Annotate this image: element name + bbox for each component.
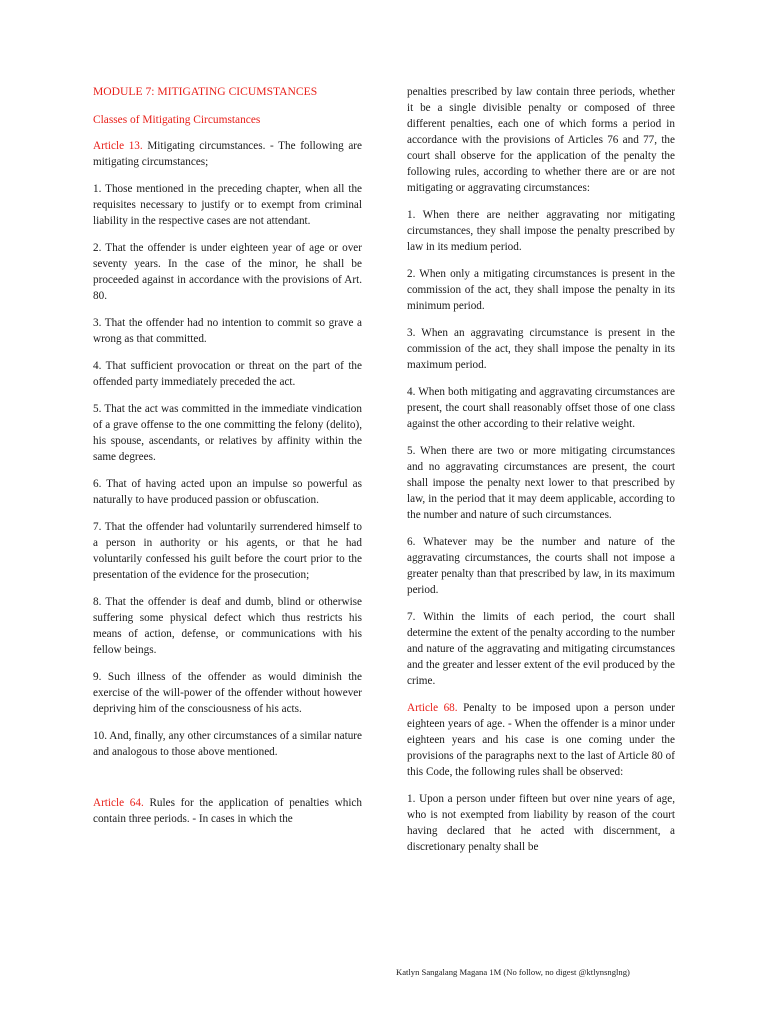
list-item: 9. Such illness of the offender as would diminish the exercise of the will-power of the offender without however depriving him of the consciousness of his acts. bbox=[93, 671, 362, 715]
list-item: 6. That of having acted upon an impulse so powerful as naturally to have produced passion or obfuscation. bbox=[93, 478, 362, 506]
article-13-text: Mitigating circumstances. - The following are mitigating circumstances; bbox=[93, 140, 362, 168]
list-item: 1. Those mentioned in the preceding chapter, when all the requisites necessary to justify or to exempt from criminal liability in the respective cases are not attendant. bbox=[93, 183, 362, 227]
list-item: 2. That the offender is under eighteen year of age or over seventy years. In the case of the minor, he shall be proceeded against in accordance with the provisions of Art. 80. bbox=[93, 242, 362, 302]
article-68-paragraph bbox=[407, 700, 675, 780]
list-item: 5. That the act was committed in the immediate vindication of a grave offense to the one committing the felony (delito), his spouse, ascendants, or relatives by affinity within the same degrees. bbox=[93, 403, 362, 463]
list-item: 1. When there are neither aggravating nor mitigating circumstances, they shall impose the penalty prescribed by law in its medium period. bbox=[407, 209, 675, 253]
list-item: 5. When there are two or more mitigating circumstances and no aggravating circumstances are present, the court shall impose the penalty next lower to that prescribed by law, in the period that it may deem applicable, according to the number and nature of such circumstances. bbox=[407, 445, 675, 521]
list-item: 6. Whatever may be the number and nature of the aggravating circumstances, the courts shall not impose a greater penalty than that prescribed by law, in its maximum period. bbox=[407, 536, 675, 596]
spacer bbox=[93, 771, 362, 795]
page-footer: Katlyn Sangalang Magana 1M (No follow, no digest @ktlynsnglng) bbox=[396, 967, 630, 977]
article-64-label: Article 64. bbox=[93, 797, 144, 809]
module-title: MODULE 7: MITIGATING CICUMSTANCES bbox=[93, 85, 318, 98]
section-title: Classes of Mitigating Circumstances bbox=[93, 114, 261, 126]
article-68-label: Article 68. bbox=[407, 702, 458, 714]
list-item: 7. That the offender had voluntarily surrendered himself to a person in authority or his agents, or that he had voluntarily confessed his guilt before the court prior to the presentation of the evidence for the prosecution; bbox=[93, 521, 362, 581]
left-column bbox=[93, 84, 362, 838]
list-item: 7. Within the limits of each period, the court shall determine the extent of the penalty according to the number and nature of the aggravating and mitigating circumstances and the greater and lesser extent of the evil produced by the crime. bbox=[407, 611, 675, 687]
right-column bbox=[407, 84, 675, 866]
list-item: 2. When only a mitigating circumstances is present in the commission of the act, they shall impose the penalty in its minimum period. bbox=[407, 268, 675, 312]
article-13-paragraph bbox=[93, 138, 362, 170]
list-item: 1. Upon a person under fifteen but over nine years of age, who is not exempted from liability by reason of the court having declared that he acted with discernment, a discretionary penalty shall be bbox=[407, 793, 675, 853]
list-item: 3. That the offender had no intention to commit so grave a wrong as that committed. bbox=[93, 317, 362, 345]
list-item: 10. And, finally, any other circumstances of a similar nature and analogous to those above mentioned. bbox=[93, 730, 362, 758]
article-64-text: Rules for the application of penalties which contain three periods. - In cases in which the bbox=[93, 797, 362, 825]
list-item: 3. When an aggravating circumstance is present in the commission of the act, they shall impose the penalty in its maximum period. bbox=[407, 327, 675, 371]
list-item: 4. That sufficient provocation or threat on the part of the offended party immediately preceded the act. bbox=[93, 360, 362, 388]
list-item: 8. That the offender is deaf and dumb, blind or otherwise suffering some physical defect which thus restricts his means of action, defense, or communications with his fellow beings. bbox=[93, 596, 362, 656]
list-item: 4. When both mitigating and aggravating circumstances are present, the court shall reasonably offset those of one class against the other according to their relative weight. bbox=[407, 386, 675, 430]
article-13-label: Article 13. bbox=[93, 140, 143, 152]
article-68-text: Penalty to be imposed upon a person under eighteen years of age. - When the offender is a minor under eighteen years and his case is one coming under the provisions of the paragraphs next to the last of Article 80 of this Code, the following rules shall be observed: bbox=[407, 702, 675, 778]
article-64-continuation: penalties prescribed by law contain three periods, whether it be a single divisible penalty or composed of three different penalties, each one of which forms a period in accordance with the provisions of Articles 76 and 77, the court shall observe for the application of the penalty the following rules, according to whether there are or are not mitigating or aggravating circumstances: bbox=[407, 86, 675, 194]
article-64-paragraph bbox=[93, 795, 362, 827]
